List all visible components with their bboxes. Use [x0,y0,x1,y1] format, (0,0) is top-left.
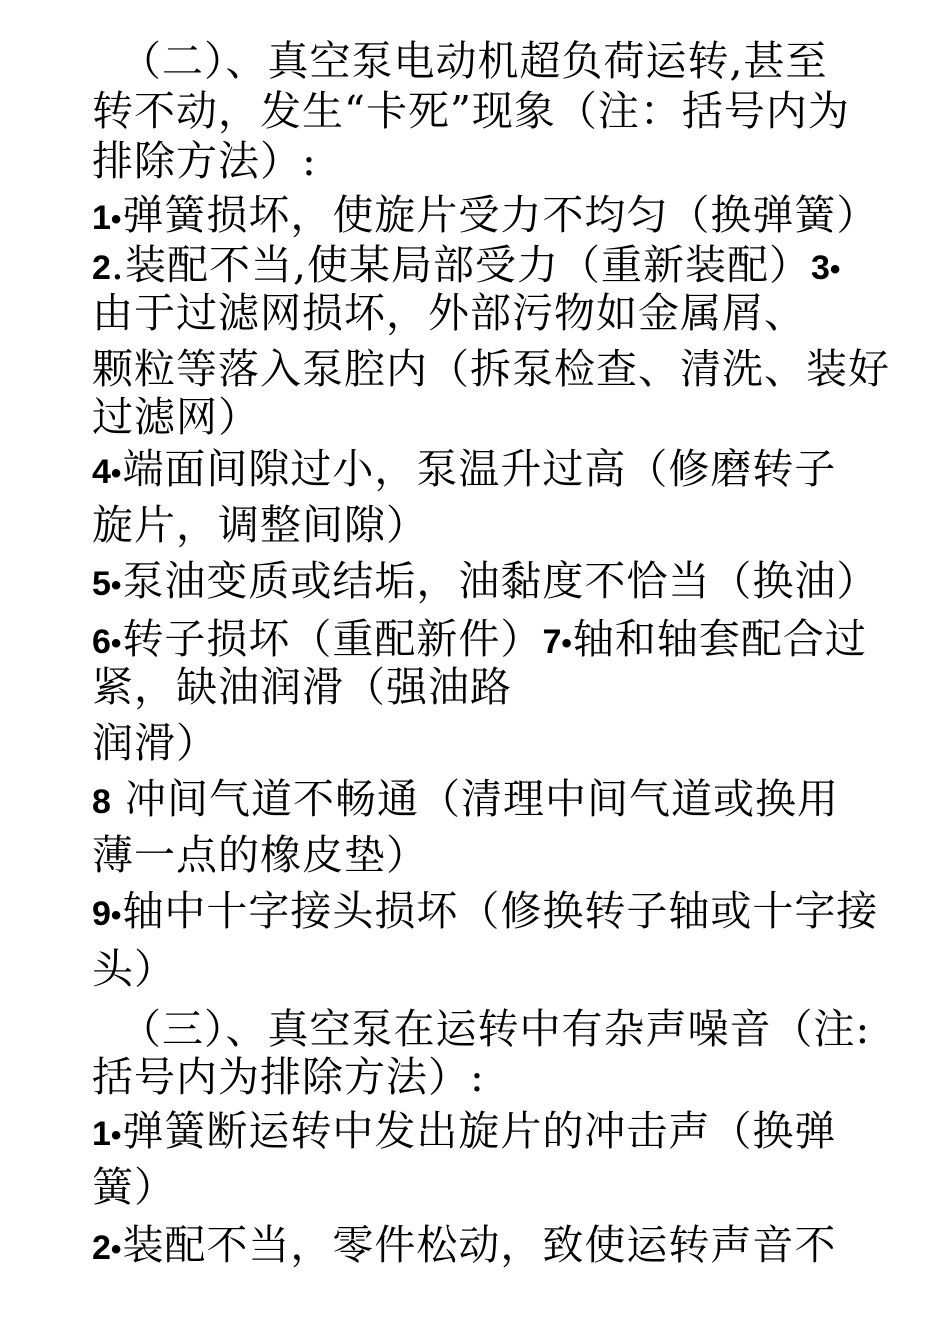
section2-heading-line1 [120,36,828,86]
item-text: 弹簧断运转中发出旋片的冲击声（换弹 [122,1107,837,1155]
list-item-2-3-line2 [92,344,890,394]
item-text: .装配不当,使某局部受力（重新装配） [110,241,811,289]
bullet-icon: • [110,203,123,236]
item-text: 簧） [92,1163,176,1211]
section2-heading-line3 [92,136,317,186]
bullet-icon: • [561,627,573,660]
item-text: 颗粒等落入泵腔内（拆泵检查、清洗、装好 [92,345,890,393]
list-item-2-8-line2 [92,830,428,880]
item-number: 8 [92,783,111,821]
list-item-3-2-line1 [92,1220,836,1275]
list-item-2-6 [92,614,867,669]
item-number: 1 [92,199,111,237]
item-text: 端面间隙过小，泵温升过高（修磨转子 [122,445,837,493]
list-item-2-8-line1 [92,774,839,827]
list-item-2-9-line1 [92,886,878,941]
bullet-icon: • [110,1233,123,1266]
item-text: 装配不当，零件松动，致使运转声音不 [122,1221,837,1269]
item-number: 3 [811,249,830,287]
list-item-2-5 [92,556,878,611]
bullet-icon: • [110,569,123,602]
item-text: 由于过滤网损坏，外部污物如金属屑、 [92,289,806,337]
item-number: 4 [92,453,111,491]
list-item-2-4-line2 [92,500,428,550]
item-number: 5 [92,565,111,603]
list-item-2-1 [92,190,878,245]
section2-heading-line2 [92,86,850,136]
section3-heading-line2-text: 括号内为排除方法）: [92,1053,485,1101]
item-text: 头） [92,945,176,993]
section2-heading-line2-text: 转不动，发生“卡死”现象（注：括号内为 [92,87,850,135]
list-item-2-3-line3 [92,392,260,442]
bullet-icon: • [110,899,123,932]
item-text: 旋片，调整间隙） [92,501,428,549]
bullet-icon: • [110,627,123,660]
item-text: 冲间气道不畅通（清理中间气道或换用 [124,775,839,823]
item-text: 薄一点的橡皮垫） [92,831,428,879]
item-number: 9 [92,895,111,933]
list-item-2-7-line3 [92,718,218,768]
section2-heading-line3-text: 排除方法）: [92,137,317,185]
bullet-icon: • [829,253,842,286]
bullet-icon: • [110,1119,123,1152]
list-item-2-3-line1 [92,288,806,338]
section3-heading-line1-text: （三）、真空泵在运转中有杂声噪音（注: [120,1005,871,1053]
item-text: 润滑） [92,719,218,767]
section3-heading-line1 [120,1004,870,1054]
item-number: 2 [92,249,111,287]
section3-heading-line2 [92,1052,485,1102]
item-text: 弹簧损坏，使旋片受力不均匀（换弹簧） [122,191,879,239]
item-number: 2 [92,1229,111,1267]
list-item-2-2 [92,240,841,295]
item-number: 1 [92,1115,111,1153]
list-item-2-7-line2 [92,662,512,712]
item-number: 6 [92,623,111,661]
item-text: 紧，缺油润滑（强油路 [92,663,512,711]
list-item-3-1-line1 [92,1106,836,1161]
bullet-icon: • [110,457,123,490]
item-text: 泵油变质或结垢，油黏度不恰当（换油） [122,557,879,605]
item-text: 轴中十字接头损坏（修换转子轴或十字接 [122,887,879,935]
item-text: 转子损坏（重配新件） [122,615,543,663]
item-text: 过滤网） [92,393,260,441]
list-item-2-4-line1 [92,444,836,499]
list-item-3-1-line2 [92,1162,176,1212]
section2-heading-line1-text: （二）、真空泵电动机超负荷运转,甚至 [120,37,828,85]
item-text: 轴和轴套配合过 [572,615,867,663]
list-item-2-9-line2 [92,944,176,994]
item-number: 7 [542,623,562,661]
